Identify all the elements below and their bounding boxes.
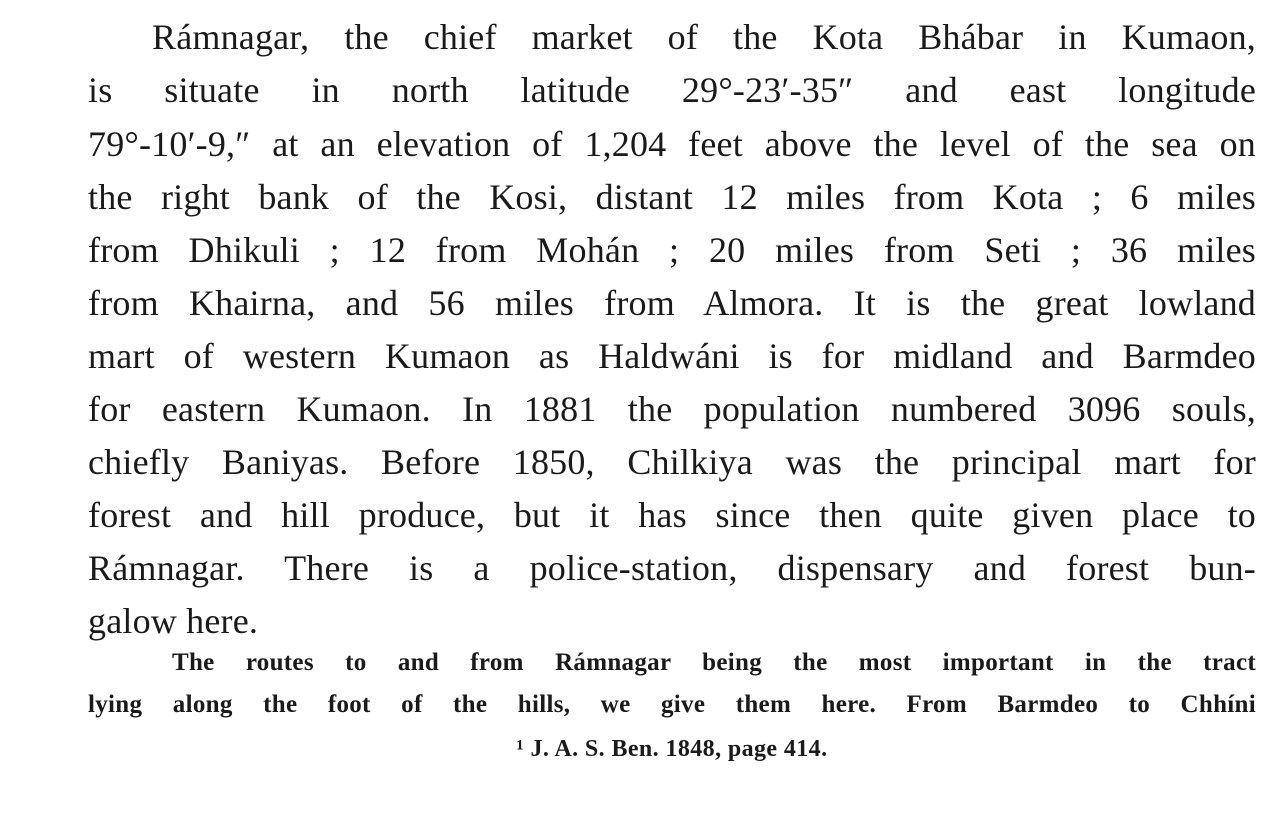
footnote: ¹ J. A. S. Ben. 1848, page 414. <box>516 736 828 762</box>
paragraph-line: Rámnagar, the chief market of the Kota Bhábar in Kumaon, <box>152 17 1256 57</box>
paragraph-line: mart of western Kumaon as Haldwáni is for midland and Barmdeo <box>88 336 1256 376</box>
paragraph-line: from Khairna, and 56 miles from Almora. It is the great lowland <box>88 283 1256 323</box>
paragraph-line: for eastern Kumaon. In 1881 the population numbered 3096 souls, <box>88 389 1256 429</box>
small-paragraph-line: The routes to and from Rámnagar being the most important in the tract <box>172 649 1256 676</box>
paragraph-line: galow here. <box>88 601 259 641</box>
paragraph-line: Rámnagar. There is a police-station, dispensary and forest bun- <box>88 548 1256 588</box>
small-paragraph-line: lying along the foot of the hills, we give them here. From Barmdeo to Chhíni <box>88 691 1256 718</box>
paragraph-line: chiefly Baniyas. Before 1850, Chilkiya was the principal mart for <box>88 442 1256 482</box>
paragraph-line: forest and hill produce, but it has since then quite given place to <box>88 495 1256 535</box>
paragraph-line: 79°-10′-9,″ at an elevation of 1,204 feet above the level of the sea on <box>88 124 1256 164</box>
document-page <box>88 0 1256 819</box>
paragraph-line: the right bank of the Kosi, distant 12 miles from Kota ; 6 miles <box>88 177 1256 217</box>
paragraph-line: from Dhikuli ; 12 from Mohán ; 20 miles from Seti ; 36 miles <box>88 230 1256 270</box>
paragraph-line: is situate in north latitude 29°-23′-35″ and east longitude <box>88 70 1256 110</box>
